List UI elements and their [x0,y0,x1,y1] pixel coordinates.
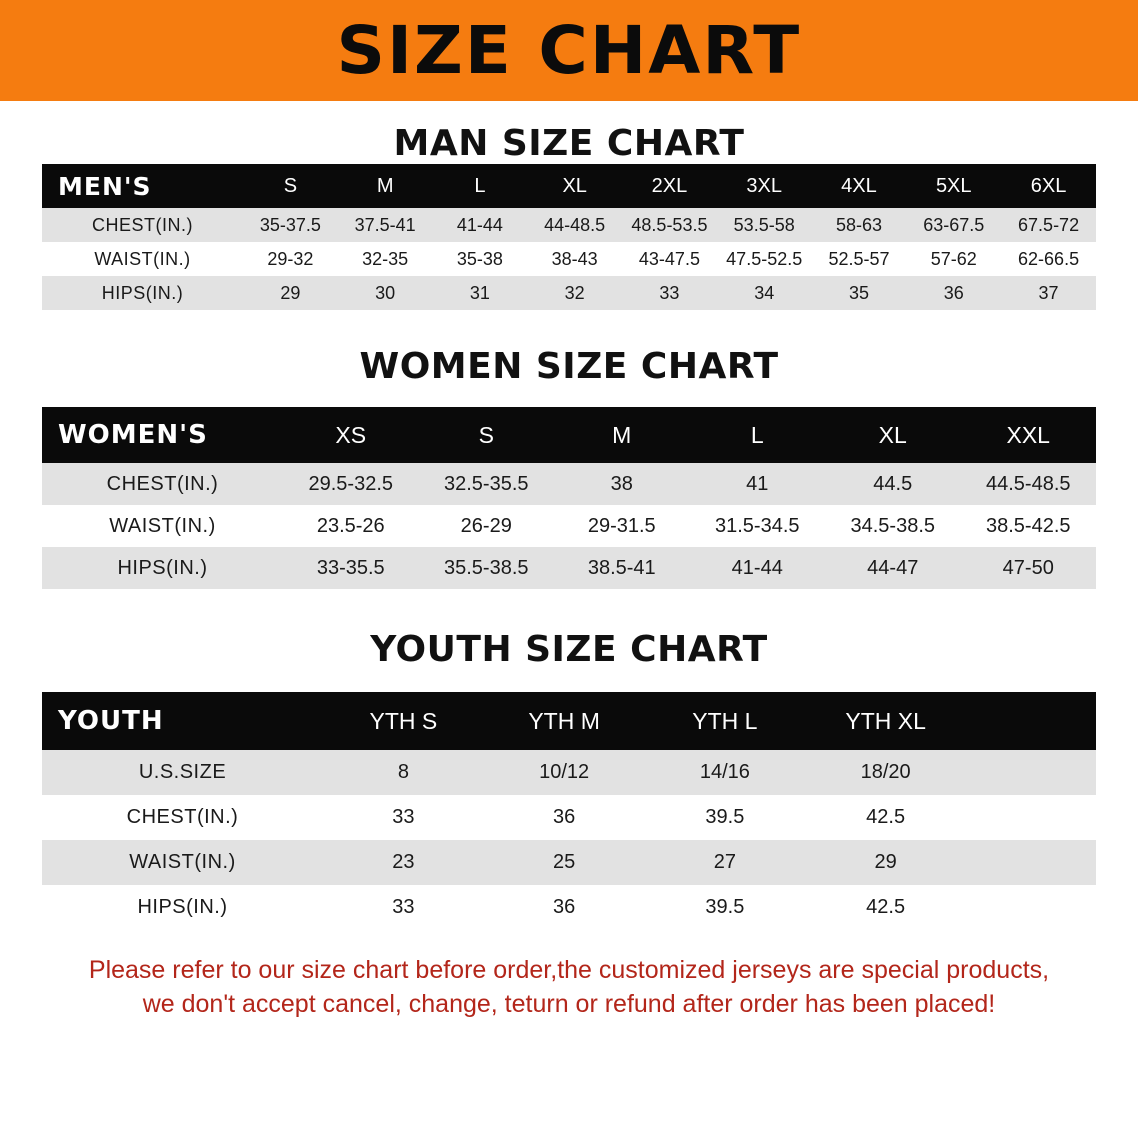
table-header-row [42,407,1096,463]
youth-cell: 27 [645,840,806,885]
women-cell: 35.5-38.5 [419,547,555,589]
youth-cell: 29 [805,840,966,885]
man-cell: 48.5-53.5 [622,208,717,242]
table-row [42,750,1096,795]
man-cell: 32 [527,276,622,310]
man-header-size: 3XL [746,174,782,197]
man-header-size: 5XL [935,174,972,197]
man-size-table [42,164,1096,310]
man-cell: 37 [1001,276,1096,310]
table-row [42,547,1096,589]
women-header-size: XS [335,421,367,448]
women-header-size: L [750,421,764,448]
youth-header-size: YTH S [369,707,438,734]
youth-cell-spacer [966,840,1096,885]
man-cell: 35 [812,276,907,310]
man-cell: 67.5-72 [1001,208,1096,242]
man-cell: 52.5-57 [812,242,907,276]
man-table-header [42,164,1096,208]
page-title: SIZE CHART [336,11,802,89]
youth-header-size: YTH M [528,707,600,734]
women-header-label: WOMEN'S [58,420,208,450]
man-row-label: WAIST(IN.) [42,242,243,276]
women-size-table-wrap [42,407,1096,589]
man-header-size: L [474,174,486,197]
women-cell: 33-35.5 [283,547,419,589]
man-cell: 47.5-52.5 [717,242,812,276]
policy-note-line-1: Please refer to our size chart before order,the customized jerseys are special products, [88,956,1050,984]
women-cell: 29-31.5 [554,505,690,547]
man-header-size: 6XL [1030,174,1067,197]
youth-section-heading: YOUTH SIZE CHART [370,629,768,670]
table-header-row [42,164,1096,208]
women-cell: 26-29 [419,505,555,547]
man-cell: 30 [338,276,433,310]
women-cell: 41-44 [690,547,826,589]
man-header-size: S [283,174,298,197]
women-cell: 29.5-32.5 [283,463,419,505]
women-cell: 38.5-41 [554,547,690,589]
man-cell: 53.5-58 [717,208,812,242]
youth-cell: 8 [323,750,484,795]
man-cell: 31 [433,276,528,310]
women-row-label: CHEST(IN.) [42,463,283,505]
man-cell: 33 [622,276,717,310]
table-row [42,208,1096,242]
youth-cell-spacer [966,885,1096,930]
women-header-size: XL [878,421,907,448]
man-cell: 29 [243,276,338,310]
man-cell: 43-47.5 [622,242,717,276]
table-row [42,795,1096,840]
youth-cell-spacer [966,750,1096,795]
man-cell: 41-44 [433,208,528,242]
man-cell: 35-37.5 [243,208,338,242]
women-cell: 44-47 [825,547,961,589]
youth-table-body [42,750,1096,930]
women-row-label: WAIST(IN.) [42,505,283,547]
women-cell: 31.5-34.5 [690,505,826,547]
man-cell: 32-35 [338,242,433,276]
youth-cell: 18/20 [805,750,966,795]
policy-note [40,954,1098,1022]
table-row [42,463,1096,505]
women-table-body [42,463,1096,589]
youth-cell: 33 [323,795,484,840]
youth-cell: 25 [484,840,645,885]
table-row [42,242,1096,276]
man-cell: 38-43 [527,242,622,276]
man-section-heading: MAN SIZE CHART [393,123,745,164]
man-cell: 29-32 [243,242,338,276]
man-header-size: XL [562,174,587,197]
man-cell: 58-63 [812,208,907,242]
youth-cell: 39.5 [645,885,806,930]
women-row-label: HIPS(IN.) [42,547,283,589]
youth-header-size: YTH XL [845,707,926,734]
table-row [42,505,1096,547]
youth-cell: 42.5 [805,795,966,840]
youth-cell: 14/16 [645,750,806,795]
youth-cell: 23 [323,840,484,885]
youth-row-label: WAIST(IN.) [42,840,323,885]
women-size-table [42,407,1096,589]
youth-cell: 36 [484,885,645,930]
man-header-size: 4XL [841,174,877,197]
table-row [42,276,1096,310]
man-header-size: 2XL [651,174,688,197]
youth-header-size: YTH L [692,707,758,734]
youth-row-label: U.S.SIZE [42,750,323,795]
youth-row-label: HIPS(IN.) [42,885,323,930]
man-row-label: CHEST(IN.) [42,208,243,242]
man-cell: 34 [717,276,812,310]
women-cell: 38.5-42.5 [961,505,1097,547]
women-header-size: XXL [1006,421,1050,448]
man-cell: 36 [906,276,1001,310]
youth-cell: 10/12 [484,750,645,795]
man-size-table-wrap [42,164,1096,310]
youth-size-table [42,692,1096,930]
youth-header-label: YOUTH [58,706,164,736]
youth-cell: 33 [323,885,484,930]
youth-row-label: CHEST(IN.) [42,795,323,840]
women-cell: 34.5-38.5 [825,505,961,547]
man-header-label: MEN'S [58,171,152,201]
youth-table-header [42,692,1096,750]
youth-size-table-wrap [42,692,1096,930]
women-cell: 44.5 [825,463,961,505]
man-cell: 62-66.5 [1001,242,1096,276]
women-cell: 47-50 [961,547,1097,589]
women-cell: 44.5-48.5 [961,463,1097,505]
youth-cell: 39.5 [645,795,806,840]
women-section-heading: WOMEN SIZE CHART [359,346,779,387]
women-header-size: S [478,421,494,448]
man-cell: 37.5-41 [338,208,433,242]
page-banner [0,0,1138,101]
youth-cell: 42.5 [805,885,966,930]
women-cell: 32.5-35.5 [419,463,555,505]
man-cell: 44-48.5 [527,208,622,242]
table-header-row [42,692,1096,750]
youth-header-spacer [966,692,1096,750]
women-cell: 23.5-26 [283,505,419,547]
women-cell: 38 [554,463,690,505]
women-cell: 41 [690,463,826,505]
man-row-label: HIPS(IN.) [42,276,243,310]
youth-cell: 36 [484,795,645,840]
man-table-body [42,208,1096,310]
man-header-size: M [376,174,394,197]
table-row [42,885,1096,930]
man-cell: 57-62 [906,242,1001,276]
women-table-header [42,407,1096,463]
youth-cell-spacer [966,795,1096,840]
man-cell: 35-38 [433,242,528,276]
table-row [42,840,1096,885]
women-header-size: M [612,421,632,448]
policy-note-line-2: we don't accept cancel, change, teturn or refund after order has been placed! [142,989,996,1018]
man-cell: 63-67.5 [906,208,1001,242]
